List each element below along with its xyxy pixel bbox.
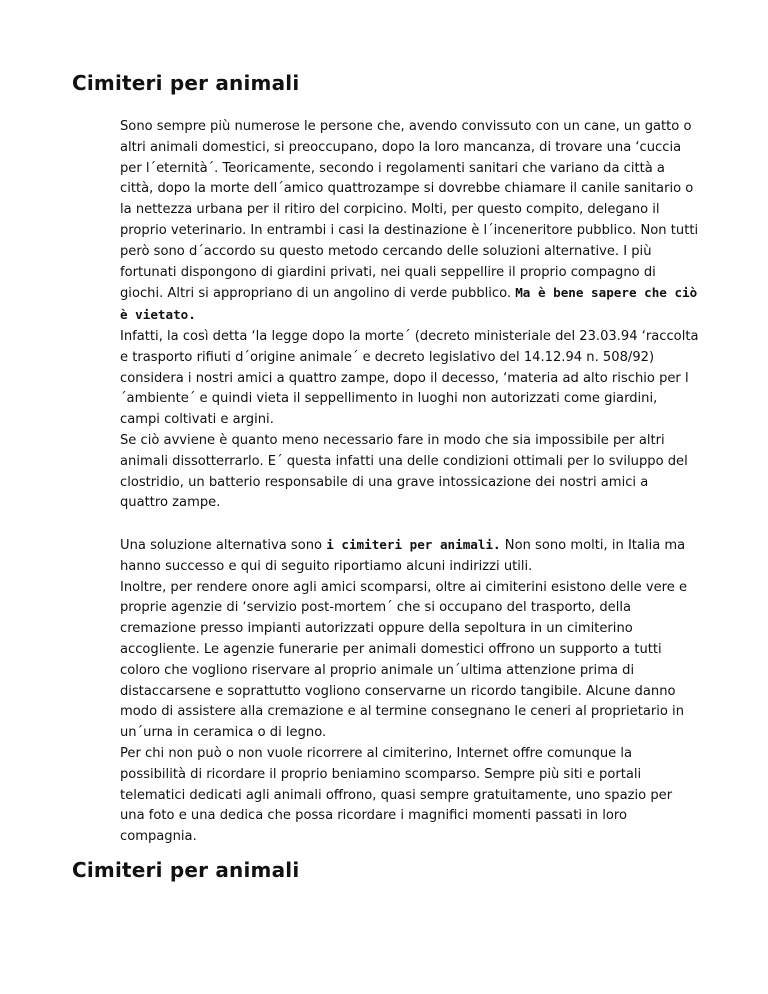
paragraph-law: Infatti, la così detta ‘la legge dopo la morte´ (decreto ministeriale del 23.03.94 ‘raccolta e trasporto rifiuti d´origine animale´ e decreto legislativo del 14.12.94 n. 508/92) considera i nostri amici a quattro zampe, dopo il decesso, ‘materia ad alto rischio per l´ambiente´ e quindi vieta il seppellimento in luoghi non autorizzati come giardini, campi coltivati e argini.: [120, 328, 699, 428]
paragraph-cemeteries-before: Una soluzione alternativa sono: [120, 537, 327, 553]
page-title: Cimiteri per animali: [72, 71, 300, 95]
paragraph-cemeteries-after: Non sono molti, in Italia ma hanno successo e qui di seguito riportiamo alcuni indirizzi utili.: [120, 537, 686, 574]
paragraph-clostridium: Se ciò avviene è quanto meno necessario fare in modo che sia impossibile per altri animali dissotterrarlo. E´ questa infatti una delle condizioni ottimali per lo sviluppo del clostridio, un batterio responsabile di una grave intossicazione dei nostri amici a quattro zampe.: [120, 432, 688, 511]
cemeteries-bold-text: i cimiteri per animali.: [326, 536, 501, 552]
paragraph-spacer: [120, 514, 700, 535]
paragraph-agencies: Inoltre, per rendere onore agli amici scomparsi, oltre ai cimiterini esistono delle vere e proprie agenzie di ‘servizio post-mortem´ che si occupano del trasporto, della cremazione presso impianti autorizzati oppure della sepoltura in un cimiterino accogliente. Le agenzie funerarie per animali domestici offrono un supporto a tutti coloro che vogliono riservare al proprio animale un´ultima attenzione prima di distaccarsene e soprattutto vogliono conservarne un ricordo tangibile. Alcune danno modo di assistere alla cremazione e al termine consegnano le ceneri al proprietario in un´urna in ceramica o di legno.: [120, 579, 688, 741]
paragraph-intro-text: Sono sempre più numerose le persone che, avendo convissuto con un cane, un gatto o altri animali domestici, si preoccupano, dopo la loro mancanza, di trovare una ‘cuccia per l´eternità´. Teoricamente, secondo i regolamenti sanitari che variano da città a città, dopo la morte dell´amico quattrozampe si dovrebbe chiamare il canile sanitario o la nettezza urbana per il ritiro del corpicino. Molti, per questo compito, delegano il proprio veterinario. In entrambi i casi la destinazione è l´inceneritore pubblico. Non tutti però sono d´accordo su questo metodo cercando delle soluzioni alternative. I più fortunati dispongono di giardini privati, nei quali seppellire il proprio compagno di giochi. Altri si appropriano di un angolino di verde pubblico.: [120, 119, 699, 302]
repeated-title: Cimiteri per animali: [72, 858, 300, 882]
article-body: [120, 117, 700, 848]
warning-bold-text: Ma è bene sapere che ciò è vietato.: [120, 285, 698, 323]
paragraph-intro: [120, 117, 700, 327]
paragraph-internet: Per chi non può o non vuole ricorrere al cimiterino, Internet offre comunque la possibilità di ricordare il proprio beniamino scomparso. Sempre più siti e portali telematici dedicati agli animali offrono, quasi sempre gratuitamente, uno spazio per una foto e una dedica che possa ricordare i magnifici momenti passati in loro compagnia.: [120, 745, 673, 845]
paragraph-cemeteries: [120, 535, 700, 578]
